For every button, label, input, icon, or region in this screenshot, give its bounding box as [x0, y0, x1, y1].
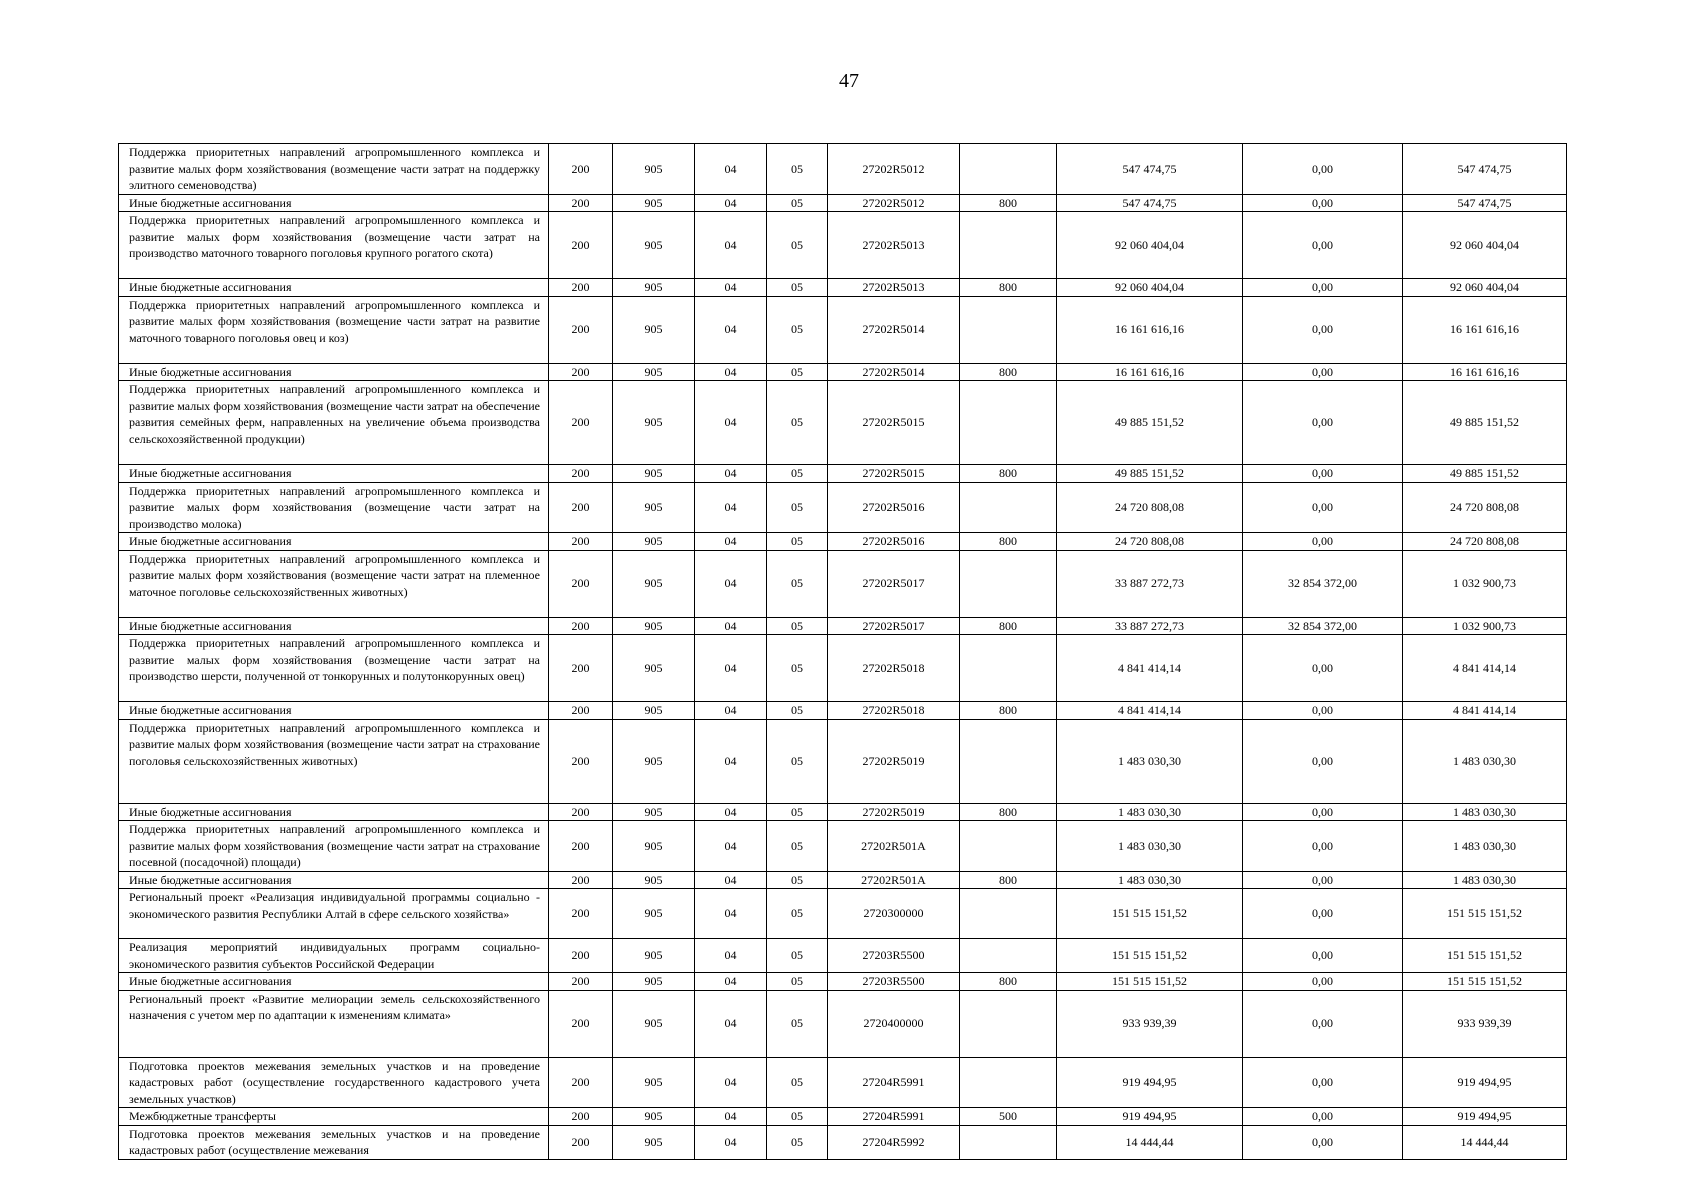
- federal-amount-cell: 0,00: [1243, 719, 1403, 803]
- total-amount-cell: 16 161 616,16: [1057, 296, 1243, 363]
- regional-amount-cell: 1 032 900,73: [1403, 550, 1567, 617]
- target-article-cell: 27202R5016: [828, 533, 960, 551]
- regional-amount-cell: 49 885 151,52: [1403, 381, 1567, 465]
- table-row: [119, 939, 1567, 973]
- description-cell: Иные бюджетные ассигнования: [119, 871, 549, 889]
- table-row: [119, 1125, 1567, 1159]
- section-cell: 04: [695, 465, 767, 483]
- federal-amount-cell: 0,00: [1243, 889, 1403, 939]
- section-cell: 04: [695, 1108, 767, 1126]
- expense-type-cell: [960, 635, 1057, 702]
- budget-table: [118, 143, 1567, 1160]
- code-a-cell: 200: [549, 889, 613, 939]
- description-cell: Региональный проект «Реализация индивидуальной программы социально - экономического развития Республики Алтай в сфере сельского хозяйства»: [119, 889, 549, 939]
- regional-amount-cell: 24 720 808,08: [1403, 482, 1567, 533]
- subsection-cell: 05: [767, 363, 828, 381]
- total-amount-cell: 151 515 151,52: [1057, 889, 1243, 939]
- description-cell: Иные бюджетные ассигнования: [119, 803, 549, 821]
- target-article-cell: 27202R5018: [828, 702, 960, 720]
- code-b-cell: 905: [613, 821, 695, 872]
- regional-amount-cell: 151 515 151,52: [1403, 939, 1567, 973]
- section-cell: 04: [695, 939, 767, 973]
- expense-type-cell: [960, 144, 1057, 195]
- subsection-cell: 05: [767, 296, 828, 363]
- expense-type-cell: 800: [960, 871, 1057, 889]
- section-cell: 04: [695, 381, 767, 465]
- federal-amount-cell: 0,00: [1243, 465, 1403, 483]
- code-a-cell: 200: [549, 363, 613, 381]
- subsection-cell: 05: [767, 803, 828, 821]
- expense-type-cell: 800: [960, 702, 1057, 720]
- expense-type-cell: [960, 296, 1057, 363]
- regional-amount-cell: 547 474,75: [1403, 194, 1567, 212]
- description-cell: Иные бюджетные ассигнования: [119, 465, 549, 483]
- section-cell: 04: [695, 719, 767, 803]
- regional-amount-cell: 547 474,75: [1403, 144, 1567, 195]
- subsection-cell: 05: [767, 702, 828, 720]
- regional-amount-cell: 14 444,44: [1403, 1125, 1567, 1159]
- federal-amount-cell: 0,00: [1243, 279, 1403, 297]
- code-a-cell: 200: [549, 279, 613, 297]
- table-row: [119, 381, 1567, 465]
- expense-type-cell: 800: [960, 617, 1057, 635]
- description-cell: Поддержка приоритетных направлений агропромышленного комплекса и развитие малых форм хозяйствования (возмещение части затрат на обеспечение развития семейных ферм, направленных на увеличение объема производства сельскохозяйственной продукции): [119, 381, 549, 465]
- total-amount-cell: 33 887 272,73: [1057, 617, 1243, 635]
- code-a-cell: 200: [549, 550, 613, 617]
- code-b-cell: 905: [613, 482, 695, 533]
- target-article-cell: 27202R5014: [828, 296, 960, 363]
- description-cell: Иные бюджетные ассигнования: [119, 973, 549, 991]
- code-b-cell: 905: [613, 990, 695, 1057]
- federal-amount-cell: 0,00: [1243, 212, 1403, 279]
- total-amount-cell: 92 060 404,04: [1057, 212, 1243, 279]
- federal-amount-cell: 0,00: [1243, 144, 1403, 195]
- table-row: [119, 482, 1567, 533]
- description-cell: Иные бюджетные ассигнования: [119, 617, 549, 635]
- section-cell: 04: [695, 363, 767, 381]
- table-row: [119, 144, 1567, 195]
- code-b-cell: 905: [613, 617, 695, 635]
- section-cell: 04: [695, 144, 767, 195]
- code-a-cell: 200: [549, 194, 613, 212]
- regional-amount-cell: 4 841 414,14: [1403, 635, 1567, 702]
- regional-amount-cell: 4 841 414,14: [1403, 702, 1567, 720]
- expense-type-cell: 800: [960, 194, 1057, 212]
- total-amount-cell: 547 474,75: [1057, 144, 1243, 195]
- expense-type-cell: [960, 1057, 1057, 1108]
- regional-amount-cell: 24 720 808,08: [1403, 533, 1567, 551]
- subsection-cell: 05: [767, 973, 828, 991]
- section-cell: 04: [695, 533, 767, 551]
- federal-amount-cell: 0,00: [1243, 1108, 1403, 1126]
- expense-type-cell: [960, 719, 1057, 803]
- total-amount-cell: 24 720 808,08: [1057, 482, 1243, 533]
- code-b-cell: 905: [613, 533, 695, 551]
- expense-type-cell: [960, 212, 1057, 279]
- target-article-cell: 27202R5017: [828, 550, 960, 617]
- description-cell: Иные бюджетные ассигнования: [119, 194, 549, 212]
- code-b-cell: 905: [613, 719, 695, 803]
- code-b-cell: 905: [613, 465, 695, 483]
- target-article-cell: 27203R5500: [828, 973, 960, 991]
- description-cell: Поддержка приоритетных направлений агропромышленного комплекса и развитие малых форм хозяйствования (возмещение части затрат на развитие маточного товарного поголовья овец и коз): [119, 296, 549, 363]
- code-a-cell: 200: [549, 482, 613, 533]
- federal-amount-cell: 0,00: [1243, 296, 1403, 363]
- total-amount-cell: 933 939,39: [1057, 990, 1243, 1057]
- total-amount-cell: 1 483 030,30: [1057, 871, 1243, 889]
- description-cell: Межбюджетные трансферты: [119, 1108, 549, 1126]
- subsection-cell: 05: [767, 1125, 828, 1159]
- code-b-cell: 905: [613, 381, 695, 465]
- total-amount-cell: 14 444,44: [1057, 1125, 1243, 1159]
- target-article-cell: 27202R501A: [828, 871, 960, 889]
- description-cell: Поддержка приоритетных направлений агропромышленного комплекса и развитие малых форм хозяйствования (возмещение части затрат на поддержку элитного семеноводства): [119, 144, 549, 195]
- code-a-cell: 200: [549, 144, 613, 195]
- subsection-cell: 05: [767, 194, 828, 212]
- code-a-cell: 200: [549, 871, 613, 889]
- code-a-cell: 200: [549, 973, 613, 991]
- target-article-cell: 27202R5015: [828, 381, 960, 465]
- federal-amount-cell: 0,00: [1243, 973, 1403, 991]
- total-amount-cell: 919 494,95: [1057, 1057, 1243, 1108]
- code-a-cell: 200: [549, 381, 613, 465]
- description-cell: Поддержка приоритетных направлений агропромышленного комплекса и развитие малых форм хозяйствования (возмещение части затрат на племенное маточное поголовье сельскохозяйственных животных): [119, 550, 549, 617]
- code-b-cell: 905: [613, 279, 695, 297]
- target-article-cell: 2720300000: [828, 889, 960, 939]
- target-article-cell: 27202R5015: [828, 465, 960, 483]
- section-cell: 04: [695, 482, 767, 533]
- code-b-cell: 905: [613, 194, 695, 212]
- target-article-cell: 27202R5017: [828, 617, 960, 635]
- table-row: [119, 617, 1567, 635]
- subsection-cell: 05: [767, 990, 828, 1057]
- expense-type-cell: 500: [960, 1108, 1057, 1126]
- federal-amount-cell: 0,00: [1243, 1125, 1403, 1159]
- section-cell: 04: [695, 279, 767, 297]
- expense-type-cell: [960, 550, 1057, 617]
- description-cell: Подготовка проектов межевания земельных участков и на проведение кадастровых работ (осуществление межевания: [119, 1125, 549, 1159]
- federal-amount-cell: 0,00: [1243, 821, 1403, 872]
- description-cell: Иные бюджетные ассигнования: [119, 702, 549, 720]
- total-amount-cell: 24 720 808,08: [1057, 533, 1243, 551]
- target-article-cell: 27202R5014: [828, 363, 960, 381]
- target-article-cell: 27202R5018: [828, 635, 960, 702]
- section-cell: 04: [695, 550, 767, 617]
- section-cell: 04: [695, 296, 767, 363]
- description-cell: Поддержка приоритетных направлений агропромышленного комплекса и развитие малых форм хозяйствования (возмещение части затрат на производство молока): [119, 482, 549, 533]
- code-b-cell: 905: [613, 1125, 695, 1159]
- table-row: [119, 889, 1567, 939]
- description-cell: Иные бюджетные ассигнования: [119, 533, 549, 551]
- target-article-cell: 27202R5019: [828, 719, 960, 803]
- regional-amount-cell: 919 494,95: [1403, 1108, 1567, 1126]
- table-row: [119, 821, 1567, 872]
- federal-amount-cell: 0,00: [1243, 803, 1403, 821]
- description-cell: Поддержка приоритетных направлений агропромышленного комплекса и развитие малых форм хозяйствования (возмещение части затрат на производство шерсти, полученной от тонкорунных и полутонкорунных овец): [119, 635, 549, 702]
- subsection-cell: 05: [767, 871, 828, 889]
- code-b-cell: 905: [613, 363, 695, 381]
- total-amount-cell: 919 494,95: [1057, 1108, 1243, 1126]
- code-a-cell: 200: [549, 719, 613, 803]
- section-cell: 04: [695, 702, 767, 720]
- subsection-cell: 05: [767, 381, 828, 465]
- code-b-cell: 905: [613, 212, 695, 279]
- total-amount-cell: 547 474,75: [1057, 194, 1243, 212]
- code-b-cell: 905: [613, 1057, 695, 1108]
- code-b-cell: 905: [613, 803, 695, 821]
- regional-amount-cell: 919 494,95: [1403, 1057, 1567, 1108]
- total-amount-cell: 4 841 414,14: [1057, 635, 1243, 702]
- subsection-cell: 05: [767, 465, 828, 483]
- target-article-cell: 27202R5012: [828, 194, 960, 212]
- code-b-cell: 905: [613, 871, 695, 889]
- expense-type-cell: [960, 381, 1057, 465]
- table-row: [119, 973, 1567, 991]
- table-row: [119, 990, 1567, 1057]
- code-b-cell: 905: [613, 635, 695, 702]
- code-a-cell: 200: [549, 617, 613, 635]
- section-cell: 04: [695, 212, 767, 279]
- regional-amount-cell: 16 161 616,16: [1403, 296, 1567, 363]
- table-row: [119, 803, 1567, 821]
- description-cell: Поддержка приоритетных направлений агропромышленного комплекса и развитие малых форм хозяйствования (возмещение части затрат на страхование поголовья сельскохозяйственных животных): [119, 719, 549, 803]
- federal-amount-cell: 0,00: [1243, 482, 1403, 533]
- federal-amount-cell: 0,00: [1243, 635, 1403, 702]
- code-b-cell: 905: [613, 1108, 695, 1126]
- subsection-cell: 05: [767, 1057, 828, 1108]
- total-amount-cell: 49 885 151,52: [1057, 465, 1243, 483]
- target-article-cell: 27202R5016: [828, 482, 960, 533]
- federal-amount-cell: 0,00: [1243, 939, 1403, 973]
- federal-amount-cell: 0,00: [1243, 702, 1403, 720]
- code-a-cell: 200: [549, 212, 613, 279]
- section-cell: 04: [695, 871, 767, 889]
- code-b-cell: 905: [613, 550, 695, 617]
- section-cell: 04: [695, 803, 767, 821]
- federal-amount-cell: 0,00: [1243, 194, 1403, 212]
- regional-amount-cell: 92 060 404,04: [1403, 212, 1567, 279]
- expense-type-cell: 800: [960, 465, 1057, 483]
- target-article-cell: 27204R5991: [828, 1108, 960, 1126]
- code-b-cell: 905: [613, 973, 695, 991]
- regional-amount-cell: 1 483 030,30: [1403, 719, 1567, 803]
- code-b-cell: 905: [613, 144, 695, 195]
- total-amount-cell: 92 060 404,04: [1057, 279, 1243, 297]
- subsection-cell: 05: [767, 821, 828, 872]
- code-a-cell: 200: [549, 821, 613, 872]
- target-article-cell: 27204R5992: [828, 1125, 960, 1159]
- expense-type-cell: 800: [960, 973, 1057, 991]
- code-a-cell: 200: [549, 1125, 613, 1159]
- code-a-cell: 200: [549, 533, 613, 551]
- section-cell: 04: [695, 821, 767, 872]
- expense-type-cell: [960, 990, 1057, 1057]
- section-cell: 04: [695, 990, 767, 1057]
- description-cell: Поддержка приоритетных направлений агропромышленного комплекса и развитие малых форм хозяйствования (возмещение части затрат на страхование посевной (посадочной) площади): [119, 821, 549, 872]
- federal-amount-cell: 0,00: [1243, 990, 1403, 1057]
- table-row: [119, 212, 1567, 279]
- table-row: [119, 702, 1567, 720]
- expense-type-cell: 800: [960, 363, 1057, 381]
- target-article-cell: 27204R5991: [828, 1057, 960, 1108]
- table-row: [119, 1057, 1567, 1108]
- subsection-cell: 05: [767, 533, 828, 551]
- table-row: [119, 719, 1567, 803]
- code-a-cell: 200: [549, 990, 613, 1057]
- total-amount-cell: 1 483 030,30: [1057, 719, 1243, 803]
- target-article-cell: 27202R5012: [828, 144, 960, 195]
- section-cell: 04: [695, 889, 767, 939]
- subsection-cell: 05: [767, 617, 828, 635]
- total-amount-cell: 16 161 616,16: [1057, 363, 1243, 381]
- table-row: [119, 533, 1567, 551]
- federal-amount-cell: 32 854 372,00: [1243, 550, 1403, 617]
- code-b-cell: 905: [613, 889, 695, 939]
- subsection-cell: 05: [767, 144, 828, 195]
- code-b-cell: 905: [613, 296, 695, 363]
- regional-amount-cell: 1 483 030,30: [1403, 871, 1567, 889]
- table-row: [119, 871, 1567, 889]
- regional-amount-cell: 1 483 030,30: [1403, 821, 1567, 872]
- subsection-cell: 05: [767, 1108, 828, 1126]
- federal-amount-cell: 0,00: [1243, 381, 1403, 465]
- regional-amount-cell: 92 060 404,04: [1403, 279, 1567, 297]
- expense-type-cell: [960, 482, 1057, 533]
- total-amount-cell: 33 887 272,73: [1057, 550, 1243, 617]
- subsection-cell: 05: [767, 550, 828, 617]
- expense-type-cell: 800: [960, 533, 1057, 551]
- code-a-cell: 200: [549, 1057, 613, 1108]
- subsection-cell: 05: [767, 212, 828, 279]
- table-body: [119, 144, 1567, 1160]
- code-a-cell: 200: [549, 635, 613, 702]
- expense-type-cell: [960, 1125, 1057, 1159]
- table-row: [119, 465, 1567, 483]
- target-article-cell: 27203R5500: [828, 939, 960, 973]
- description-cell: Поддержка приоритетных направлений агропромышленного комплекса и развитие малых форм хозяйствования (возмещение части затрат на производство маточного товарного поголовья крупного рогатого скота): [119, 212, 549, 279]
- description-cell: Подготовка проектов межевания земельных участков и на проведение кадастровых работ (осуществление государственного кадастрового учета земельных участков): [119, 1057, 549, 1108]
- section-cell: 04: [695, 194, 767, 212]
- regional-amount-cell: 151 515 151,52: [1403, 889, 1567, 939]
- subsection-cell: 05: [767, 279, 828, 297]
- code-a-cell: 200: [549, 803, 613, 821]
- expense-type-cell: 800: [960, 803, 1057, 821]
- regional-amount-cell: 1 483 030,30: [1403, 803, 1567, 821]
- regional-amount-cell: 933 939,39: [1403, 990, 1567, 1057]
- subsection-cell: 05: [767, 889, 828, 939]
- expense-type-cell: [960, 939, 1057, 973]
- code-a-cell: 200: [549, 939, 613, 973]
- subsection-cell: 05: [767, 939, 828, 973]
- section-cell: 04: [695, 635, 767, 702]
- table-row: [119, 1108, 1567, 1126]
- total-amount-cell: 151 515 151,52: [1057, 973, 1243, 991]
- code-a-cell: 200: [549, 1108, 613, 1126]
- table-row: [119, 279, 1567, 297]
- target-article-cell: 27202R5013: [828, 212, 960, 279]
- federal-amount-cell: 32 854 372,00: [1243, 617, 1403, 635]
- target-article-cell: 27202R501A: [828, 821, 960, 872]
- table-row: [119, 635, 1567, 702]
- description-cell: Иные бюджетные ассигнования: [119, 363, 549, 381]
- target-article-cell: 27202R5013: [828, 279, 960, 297]
- federal-amount-cell: 0,00: [1243, 363, 1403, 381]
- regional-amount-cell: 16 161 616,16: [1403, 363, 1567, 381]
- expense-type-cell: 800: [960, 279, 1057, 297]
- subsection-cell: 05: [767, 482, 828, 533]
- regional-amount-cell: 151 515 151,52: [1403, 973, 1567, 991]
- total-amount-cell: 151 515 151,52: [1057, 939, 1243, 973]
- regional-amount-cell: 1 032 900,73: [1403, 617, 1567, 635]
- code-a-cell: 200: [549, 702, 613, 720]
- section-cell: 04: [695, 617, 767, 635]
- table-row: [119, 194, 1567, 212]
- total-amount-cell: 49 885 151,52: [1057, 381, 1243, 465]
- subsection-cell: 05: [767, 719, 828, 803]
- regional-amount-cell: 49 885 151,52: [1403, 465, 1567, 483]
- page-number: 47: [839, 70, 859, 92]
- federal-amount-cell: 0,00: [1243, 533, 1403, 551]
- description-cell: Иные бюджетные ассигнования: [119, 279, 549, 297]
- table-row: [119, 363, 1567, 381]
- code-b-cell: 905: [613, 702, 695, 720]
- total-amount-cell: 1 483 030,30: [1057, 803, 1243, 821]
- federal-amount-cell: 0,00: [1243, 871, 1403, 889]
- code-a-cell: 200: [549, 296, 613, 363]
- section-cell: 04: [695, 973, 767, 991]
- table-row: [119, 296, 1567, 363]
- target-article-cell: 27202R5019: [828, 803, 960, 821]
- target-article-cell: 2720400000: [828, 990, 960, 1057]
- description-cell: Региональный проект «Развитие мелиорации земель сельскохозяйственного назначения с учетом мер по адаптации к изменениям климата»: [119, 990, 549, 1057]
- expense-type-cell: [960, 821, 1057, 872]
- description-cell: Реализация мероприятий индивидуальных программ социально-экономического развития субъектов Российской Федерации: [119, 939, 549, 973]
- expense-type-cell: [960, 889, 1057, 939]
- code-a-cell: 200: [549, 465, 613, 483]
- section-cell: 04: [695, 1057, 767, 1108]
- subsection-cell: 05: [767, 635, 828, 702]
- section-cell: 04: [695, 1125, 767, 1159]
- total-amount-cell: 1 483 030,30: [1057, 821, 1243, 872]
- table-row: [119, 550, 1567, 617]
- federal-amount-cell: 0,00: [1243, 1057, 1403, 1108]
- code-b-cell: 905: [613, 939, 695, 973]
- total-amount-cell: 4 841 414,14: [1057, 702, 1243, 720]
